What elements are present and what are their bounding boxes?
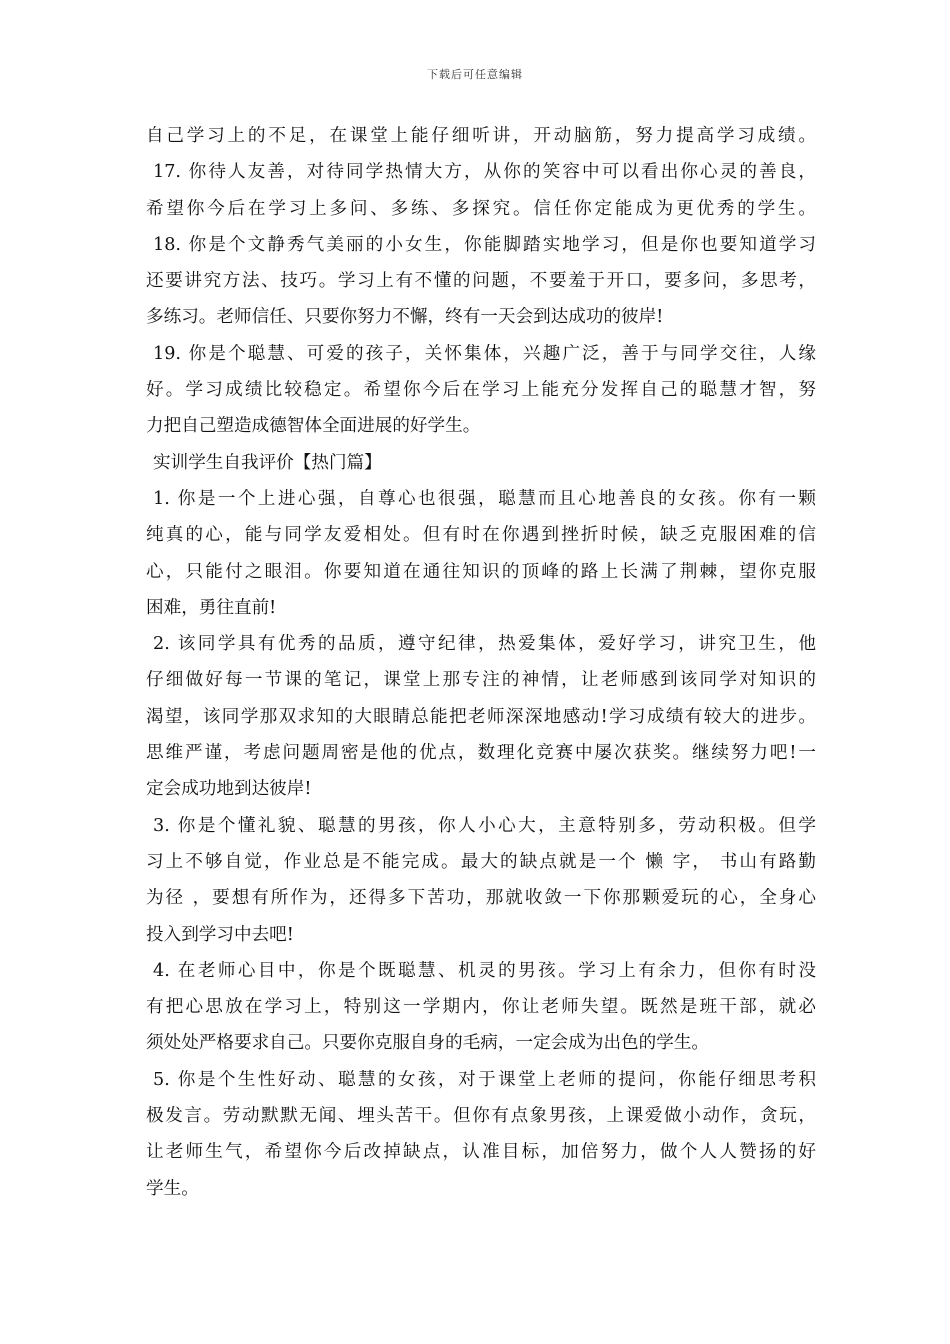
- text-line: 多练习。老师信任、只要你努力不懈，终有一天会到达成功的彼岸!: [146, 307, 664, 328]
- text-line: 为径 ，要想有所作为，还得多下苦功，那就收敛一下你那颗爱玩的心，全身心: [146, 888, 816, 909]
- section-heading: 实训学生自我评价【热门篇】: [153, 452, 382, 473]
- text-line: 力把自己塑造成德智体全面进展的好学生。: [146, 416, 481, 437]
- text-line: 仔细做好每一节课的笔记，课堂上那专注的神情，让老师感到该同学对知识的: [146, 670, 816, 691]
- text-line: 困难，勇往直前!: [146, 597, 277, 618]
- text-line: 还要讲究方法、技巧。学习上有不懂的问题，不要羞于开口，要多问，多思考，: [146, 271, 816, 292]
- text-line: 心，只能付之眼泪。你要知道在通往知识的顶峰的路上长满了荆棘，望你克服: [146, 561, 816, 582]
- text-line: 19. 你是个聪慧、可爱的孩子，关怀集体，兴趣广泛，善于与同学交往，人缘: [153, 343, 816, 364]
- text-line: 投入到学习中去吧!: [146, 924, 294, 945]
- text-line: 须处处严格要求自己。只要你克服自身的毛病，一定会成为出色的学生。: [146, 1033, 710, 1054]
- text-line: 纯真的心，能与同学友爱相处。但有时在你遇到挫折时候，缺乏克服困难的信: [146, 525, 816, 546]
- text-line: 18. 你是个文静秀气美丽的小女生，你能脚踏实地学习，但是你也要知道学习: [153, 234, 816, 255]
- text-line: 4. 在老师心目中，你是个既聪慧、机灵的男孩。学习上有余力，但你有时没: [153, 960, 816, 981]
- text-line: 定会成功地到达彼岸!: [146, 779, 312, 800]
- text-line: 17. 你待人友善，对待同学热情大方，从你的笑容中可以看出你心灵的善良，: [153, 162, 816, 183]
- text-line: 3. 你是个懂礼貌、聪慧的男孩，你人小心大，主意特别多，劳动积极。但学: [153, 815, 816, 836]
- text-line: 好。学习成绩比较稳定。希望你今后在学习上能充分发挥自己的聪慧才智，努: [146, 380, 816, 401]
- text-line: 思维严谨，考虑问题周密是他的优点，数理化竞赛中屡次获奖。继续努力吧!一: [146, 743, 816, 764]
- text-line: 希望你今后在学习上多问、多练、多探究。信任你定能成为更优秀的学生。: [146, 198, 816, 219]
- text-line: 1. 你是一个上进心强，自尊心也很强，聪慧而且心地善良的女孩。你有一颗: [153, 488, 816, 509]
- document-body: [146, 118, 816, 1207]
- text-line: 渴望，该同学那双求知的大眼睛总能把老师深深地感动!学习成绩有较大的进步。: [146, 706, 816, 727]
- text-line: 自己学习上的不足，在课堂上能仔细听讲，开动脑筋，努力提高学习成绩。: [146, 126, 816, 146]
- text-line: 学生。: [146, 1178, 199, 1199]
- text-line: 有把心思放在学习上，特别这一学期内，你让老师失望。既然是班干部，就必: [146, 997, 816, 1018]
- text-line: 2. 该同学具有优秀的品质，遵守纪律，热爱集体，爱好学习，讲究卫生，他: [153, 634, 816, 655]
- page-header: 下载后可任意编辑: [427, 68, 523, 81]
- text-line: 让老师生气，希望你今后改掉缺点，认准目标，加倍努力，做个人人赞扬的好: [146, 1142, 816, 1163]
- text-line: 习上不够自觉，作业总是不能完成。最大的缺点就是一个 懒 字， 书山有路勤: [146, 851, 816, 872]
- text-line: 5. 你是个生性好动、聪慧的女孩，对于课堂上老师的提问，你能仔细思考积: [153, 1069, 816, 1090]
- text-line: 极发言。劳动默默无闻、埋头苦干。但你有点象男孩，上课爱做小动作，贪玩，: [146, 1106, 816, 1127]
